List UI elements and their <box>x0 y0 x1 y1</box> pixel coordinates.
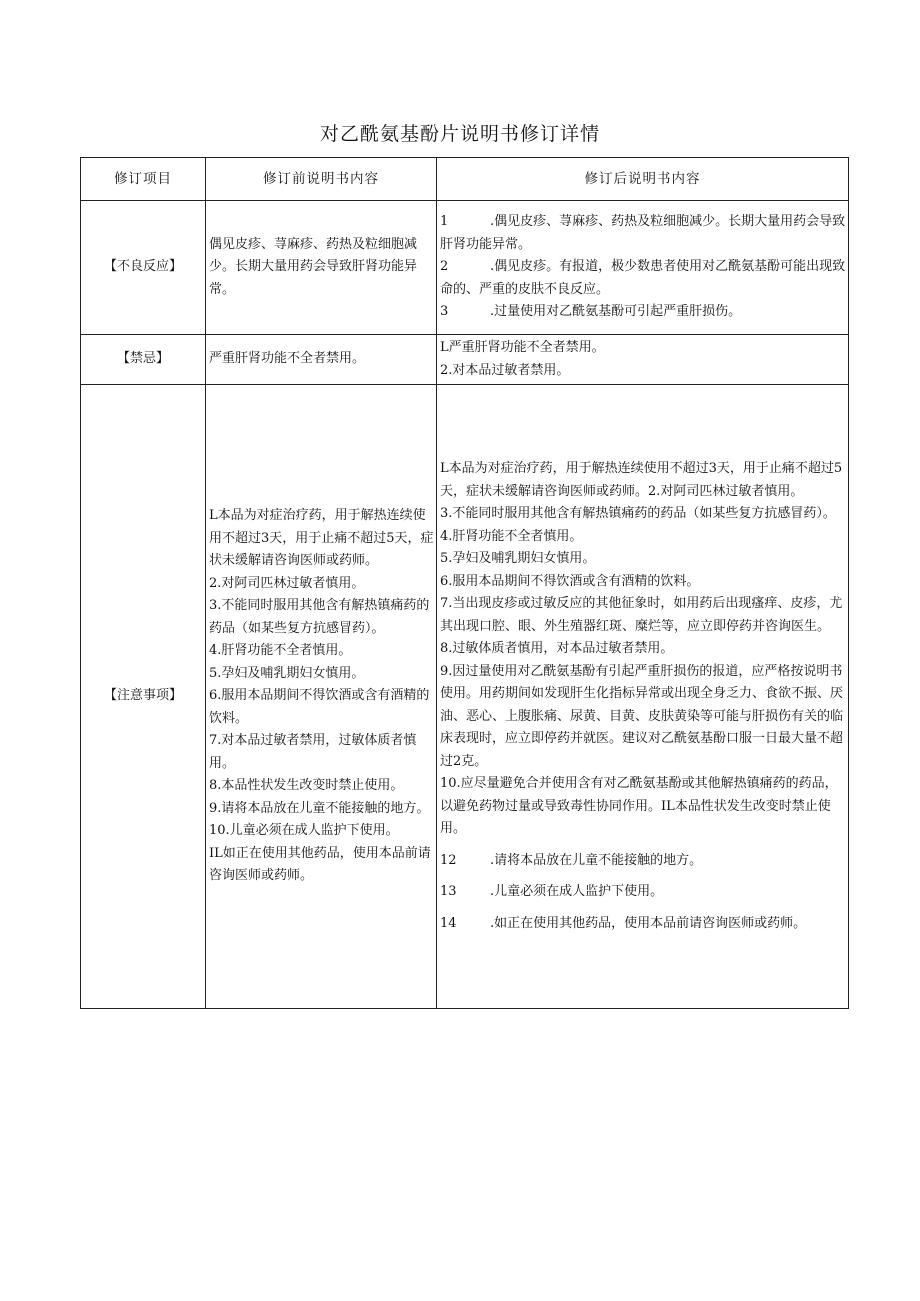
table-row <box>81 201 849 335</box>
revision-table <box>80 157 849 1009</box>
header-after: 修订后说明书内容 <box>437 158 849 201</box>
list-item: 5.孕妇及哺乳期妇女慎用。 <box>440 551 596 566</box>
table-row <box>81 335 849 385</box>
list-item: 6.服用本品期间不得饮酒或含有酒精的饮料。 <box>209 688 430 726</box>
list-item: 1 .偶见皮疹、荨麻疹、药热及粒细胞减少。长期大量用药会导致肝肾功能异常。 <box>440 214 846 252</box>
list-item: 10.儿童必须在成人监护下使用。 <box>209 823 399 839</box>
list-item: IL如正在使用其他药品，使用本品前请咨询医师或药师。 <box>209 845 431 884</box>
row-after-adverse <box>437 201 849 335</box>
list-item: 7.对本品过敏者禁用，过敏体质者慎用。 <box>209 733 417 771</box>
list-item: L本品为对症治疗药，用于解热连续使用不超过3天，用于止痛不超过5天，症状未缓解请咨询医师或药师。 <box>209 508 434 569</box>
row-after-contra <box>437 335 849 385</box>
row-item-contra: 【禁忌】 <box>81 335 206 385</box>
row-item-adverse: 【不良反应】 <box>81 201 206 335</box>
list-item: 14 .如正在使用其他药品，使用本品前请咨询医师或药师。 <box>440 915 807 931</box>
spacer <box>440 841 846 850</box>
list-item: 5.孕妇及哺乳期妇女慎用。 <box>209 665 365 681</box>
row-before-adverse: 偶见皮疹、荨麻疹、药热及粒细胞减少。长期大量用药会导致肝肾功能异常。 <box>206 201 437 335</box>
header-item: 修订项目 <box>81 158 206 201</box>
list-item: 6.服用本品期间不得饮酒或含有酒精的饮料。 <box>440 573 700 589</box>
row-before-precautions <box>206 385 437 1009</box>
list-item: 13 .儿童必须在成人监护下使用。 <box>440 884 664 899</box>
list-item: 3.不能同时服用其他含有解热镇痛药的药品（如某些复方抗感冒药）。 <box>440 506 836 521</box>
list-item: 2.对本品过敏者禁用。 <box>440 362 570 378</box>
list-item: 8.过敏体质者慎用，对本品过敏者禁用。 <box>440 641 674 656</box>
list-item: 8.本品性状发生改变时禁止使用。 <box>209 778 404 794</box>
list-item: 4.肝肾功能不全者慎用。 <box>440 528 583 544</box>
list-item: 9.请将本品放在儿童不能接触的地方。 <box>209 800 430 816</box>
list-item: 10.应尽量避免合并使用含有对乙酰氨基酚或其他解热镇痛药的药品，以避免药物过量或导致毒性协同作用。IL本品性状发生改变时禁止使用。 <box>440 776 838 836</box>
list-item: 3.不能同时服用其他含有解热镇痛药的药品（如某些复方抗感冒药）。 <box>209 598 430 636</box>
list-item: L本品为对症治疗药，用于解热连续使用不超过3天，用于止痛不超过5天，症状未缓解请咨询医师或药师。2.对阿司匹林过敏者慎用。 <box>440 461 843 499</box>
list-item: L严重肝肾功能不全者禁用。 <box>440 340 605 355</box>
row-after-precautions <box>437 385 849 1009</box>
list-item: 7.当出现皮疹或过敏反应的其他征象时，如用药后出现瘙痒、皮疹，尤其出现口腔、眼、外生殖器红斑、糜烂等，应立即停药并咨询医生。 <box>440 596 843 634</box>
table-row <box>81 385 849 1009</box>
spacer <box>440 904 846 913</box>
list-item: 2 .偶见皮疹。有报道，极少数患者使用对乙酰氨基酚可能出现致命的、严重的皮肤不良反应。 <box>440 259 846 297</box>
header-before: 修订前说明书内容 <box>206 158 437 201</box>
list-item: 9.因过量使用对乙酰氨基酚有引起严重肝损伤的报道，应严格按说明书使用。用药期间如发现肝生化指标异常或出现全身乏力、食欲不振、厌油、恶心、上腹胀痛、尿黄、目黄、皮肤黄染等可能与肝损伤有关的临床表现时，应立即停药并就医。建议对乙酰氨基酚口服一日最大量不超过2克。 <box>440 663 844 769</box>
row-before-contra: 严重肝肾功能不全者禁用。 <box>206 335 437 385</box>
spacer <box>440 872 846 881</box>
list-item: 4.肝肾功能不全者慎用。 <box>209 643 352 659</box>
document-title: 对乙酰氨基酚片说明书修订详情 <box>319 123 600 145</box>
table-header-row <box>81 158 849 201</box>
list-item: 12 .请将本品放在儿童不能接触的地方。 <box>440 852 703 868</box>
list-item: 2.对阿司匹林过敏者慎用。 <box>209 575 365 591</box>
row-item-precautions: 【注意事项】 <box>81 385 206 1009</box>
list-item: 3 .过量使用对乙酰氨基酚可引起严重肝损伤。 <box>440 304 742 320</box>
